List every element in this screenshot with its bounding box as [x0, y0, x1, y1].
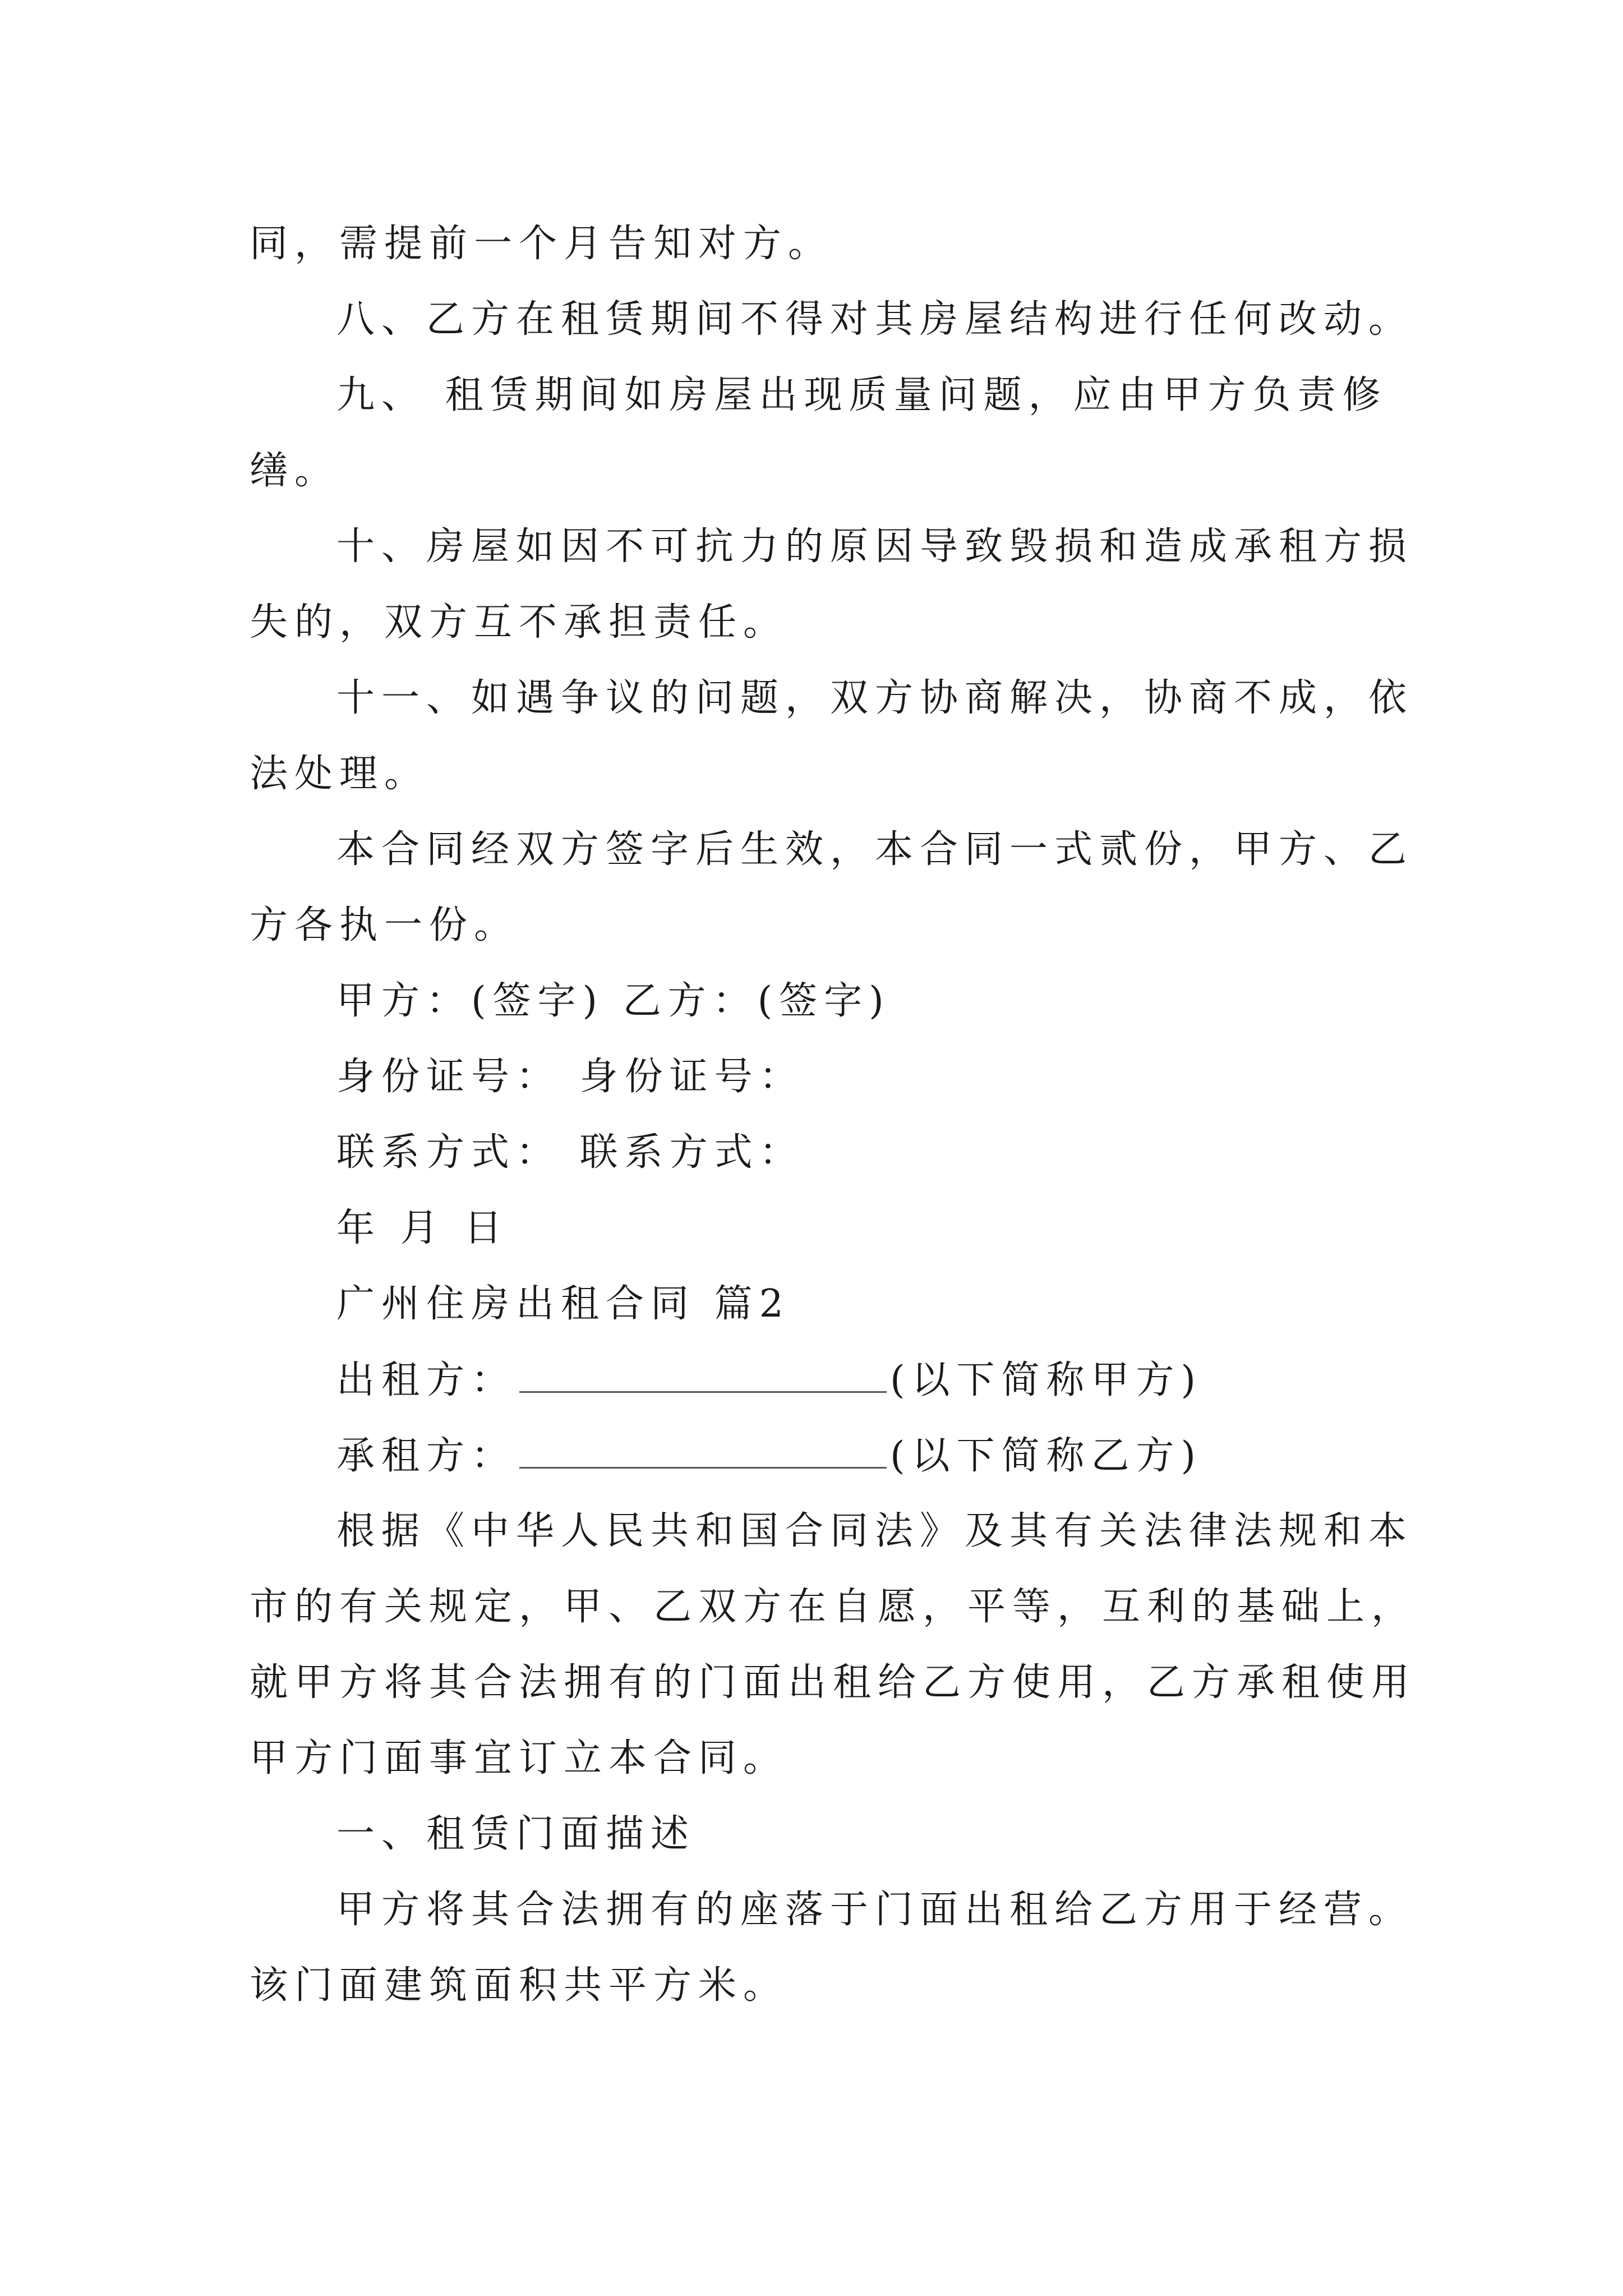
text-line: 同，需提前一个月告知对方。	[250, 222, 833, 266]
preamble-line: 甲方门面事宜订立本合同。	[250, 1736, 789, 1780]
preamble-line: 市的有关规定，甲、乙双方在自愿，平等，互利的基础上，	[250, 1585, 1417, 1629]
text-line: 法处理。	[250, 752, 430, 796]
lessee-line	[336, 1433, 1202, 1479]
text-line: 方各执一份。	[250, 903, 519, 947]
lessor-suffix: (以下简称甲方)	[890, 1358, 1203, 1402]
description-line: 甲方将其合法拥有的座落于门面出租给乙方用于经营。	[336, 1888, 1414, 1932]
clause-11: 十一、如遇争议的问题，双方协商解决，协商不成，依	[336, 676, 1414, 720]
description-line: 该门面建筑面积共平方米。	[250, 1963, 789, 2008]
clause-9: 九、 租赁期间如房屋出现质量问题，应由甲方负责修	[336, 373, 1387, 417]
preamble-line: 就甲方将其合法拥有的门面出租给乙方使用，乙方承租使用	[250, 1660, 1417, 1705]
clause-10: 十、房屋如因不可抗力的原因导致毁损和造成承租方损	[336, 524, 1414, 569]
contact-line: 联系方式： 联系方式：	[336, 1130, 804, 1175]
date-line: 年 月 日	[336, 1206, 509, 1250]
text-line: 失的，双方互不承担责任。	[250, 600, 789, 645]
lessee-label: 承租方：	[336, 1434, 517, 1478]
preamble-line: 根据《中华人民共和国合同法》及其有关法律法规和本	[336, 1509, 1414, 1553]
section-title: 广州住房出租合同 篇2	[336, 1282, 790, 1326]
lessee-suffix: (以下简称乙方)	[890, 1434, 1203, 1478]
effective-clause: 本合同经双方签字后生效，本合同一式贰份，甲方、乙	[336, 827, 1414, 872]
lessee-blank	[519, 1433, 887, 1469]
section-heading: 一、租赁门面描述	[336, 1812, 696, 1856]
lessor-label: 出租方：	[336, 1358, 517, 1402]
text-line: 缮。	[250, 449, 340, 493]
lessor-line	[336, 1358, 1202, 1403]
signature-line: 甲方：(签字) 乙方：(签字)	[336, 979, 891, 1023]
lessor-blank	[519, 1358, 887, 1393]
id-number-line: 身份证号： 身份证号：	[336, 1055, 804, 1099]
clause-8: 八、乙方在租赁期间不得对其房屋结构进行任何改动。	[336, 297, 1414, 342]
